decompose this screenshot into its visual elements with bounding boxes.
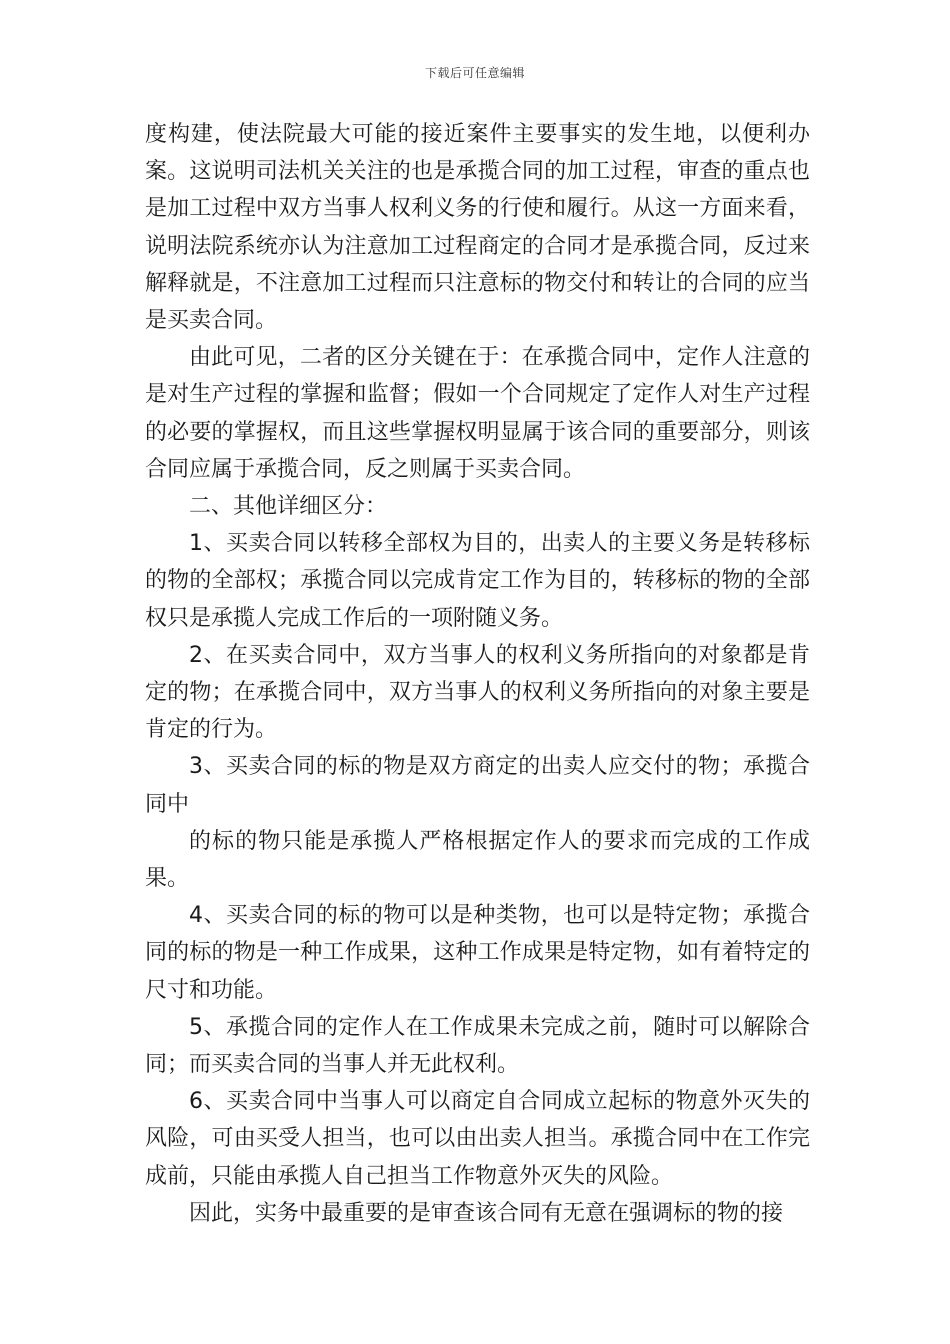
- list-item-5: 5、承揽合同的定作人在工作成果未完成之前，随时可以解除合同；而买卖合同的当事人并无此权利。: [145, 1014, 810, 1078]
- list-item-2: 2、在买卖合同中，双方当事人的权利义务所指向的对象都是肯定的物；在承揽合同中，双方当事人的权利义务所指向的对象主要是肯定的行为。: [145, 642, 810, 743]
- list-item-4: 4、买卖合同的标的物可以是种类物，也可以是特定物；承揽合同的标的物是一种工作成果，这种工作成果是特定物，如有着特定的尺寸和功能。: [145, 903, 810, 1003]
- paragraph-conclusion: 因此，实务中最重要的是审查该合同有无意在强调标的物的接: [189, 1200, 784, 1226]
- page-header: 下载后可任意编辑: [424, 66, 525, 80]
- list-item-1: 1、买卖合同以转移全部权为目的，出卖人的主要义务是转移标的物的全部权；承揽合同以完成肯定工作为目的，转移标的物的全部权只是承揽人完成工作后的一项附随义务。: [145, 531, 810, 631]
- paragraph-key-distinction: 由此可见，二者的区分关键在于：在承揽合同中，定作人注意的是对生产过程的掌握和监督；假如一个合同规定了定作人对生产过程的必要的掌握权，而且这些掌握权明显属于该合同的重要部分，则该合同应属于承揽合同，反之则属于买卖合同。: [145, 345, 810, 482]
- paragraph-continuation: 度构建，使法院最大可能的接近案件主要事实的发生地，以便利办案。这说明司法机关关注的也是承揽合同的加工过程，审查的重点也是加工过程中双方当事人权利义务的行使和履行。从这一方面来看，说明法院系统亦认为注意加工过程商定的合同才是承揽合同，反过来解释就是，不注意加工过程而只注意标的物交付和转让的合同的应当是买卖合同。: [145, 122, 810, 334]
- section-heading: 二、其他详细区分：: [189, 494, 388, 520]
- list-item-6: 6、买卖合同中当事人可以商定自合同成立起标的物意外灭失的风险，可由买受人担当，也可以由出卖人担当。承揽合同中在工作完成前，只能由承揽人自己担当工作物意外灭失的风险。: [145, 1089, 810, 1189]
- list-item-3: 3、买卖合同的标的物是双方商定的出卖人应交付的物；承揽合同中: [145, 754, 810, 817]
- list-item-3-continued: 的标的物只能是承揽人严格根据定作人的要求而完成的工作成果。: [145, 828, 810, 892]
- document-body: [145, 116, 810, 1232]
